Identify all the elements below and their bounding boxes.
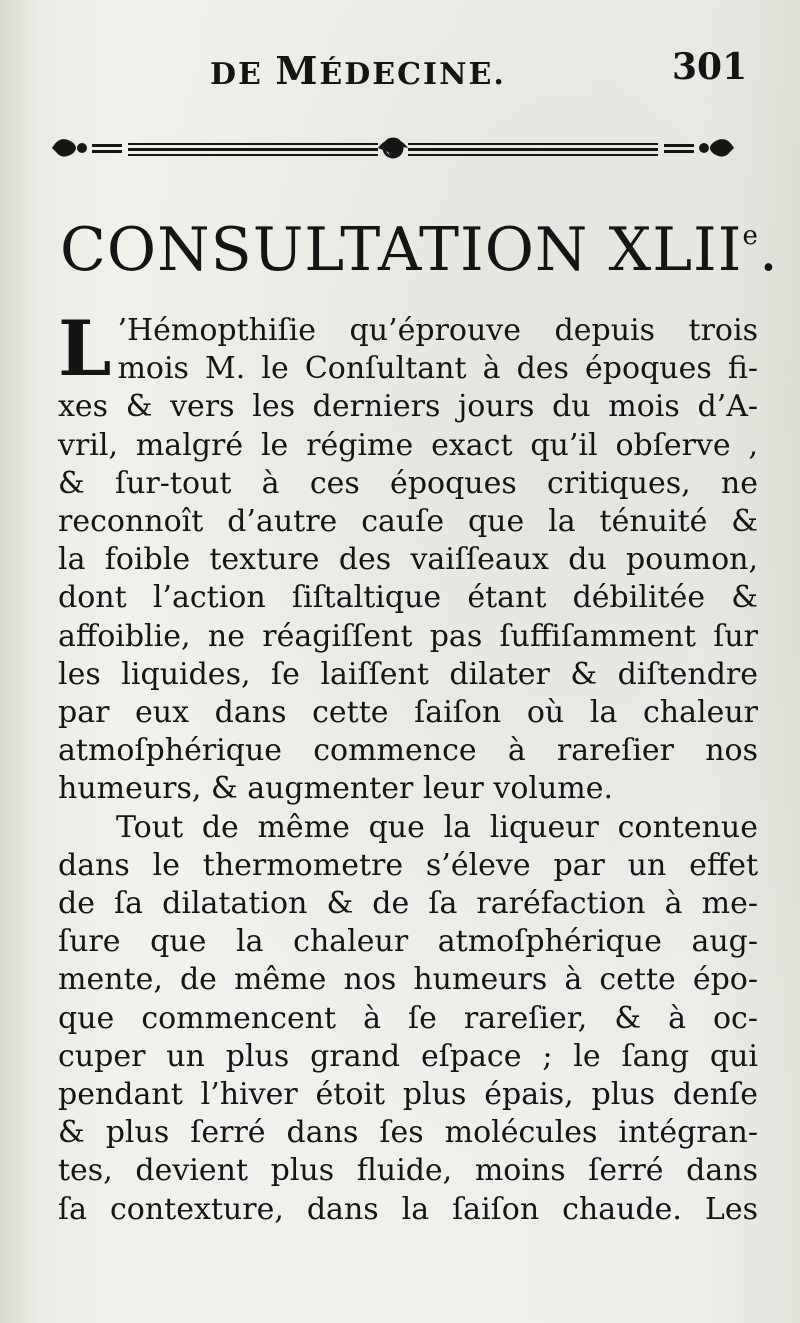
running-head-initial: M: [275, 48, 320, 93]
drop-cap: L: [58, 304, 112, 393]
running-head-rest: ÉDECINE.: [319, 57, 506, 92]
paragraph-1: [58, 304, 758, 809]
body-text: [58, 304, 758, 1229]
text-line: Tout de même que la liqueur contenue: [116, 809, 758, 845]
consultation-heading: [60, 196, 779, 290]
text-line: reconnoît d’autre cauſe que la ténuité &: [58, 504, 758, 540]
text-line: dont l’action ſiſtaltique étant débilitée &: [58, 580, 758, 616]
text-line: par eux dans cette ſaiſon où la chaleur: [58, 695, 758, 731]
text-line: dans le thermometre s’éleve par un effet: [58, 847, 758, 883]
paragraph-2: [58, 809, 758, 1229]
running-head-prefix: DE: [210, 57, 276, 92]
text-line: mois M. le Conſultant à des époques fi-: [117, 351, 758, 387]
text-line: mente, de même nos humeurs à cette épo-: [58, 962, 758, 998]
text-line: & ſur-tout à ces époques critiques, ne: [58, 465, 758, 501]
text-line: & plus ſerré dans ſes molécules intégran-: [58, 1115, 758, 1151]
heading-superscript: e: [742, 221, 759, 251]
text-line: les liquides, ſe laiſſent dilater & diſtendre: [58, 656, 758, 692]
text-line: pendant l’hiver étoit plus épais, plus denſe: [58, 1077, 758, 1113]
heading-trailing: .: [758, 215, 779, 285]
heading-text: CONSULTATION XLII: [60, 215, 743, 285]
text-line: xes & vers les derniers jours du mois d’A-: [58, 389, 758, 425]
text-line: ſure que la chaleur atmoſphérique aug-: [58, 924, 758, 960]
text-line: humeurs, & augmenter leur volume.: [58, 771, 614, 807]
text-line: cuper un plus grand eſpace ; le ſang qui: [58, 1038, 758, 1074]
text-line: atmoſphérique commence à rareſier nos: [58, 733, 758, 769]
text-line: ſa contexture, dans la ſaiſon chaude. Les: [58, 1191, 758, 1227]
text-line: de ſa dilatation & de ſa raréfaction à me-: [58, 886, 758, 922]
running-head-title: [210, 48, 506, 93]
text-line: vril, malgré le régime exact qu’il obſerve ,: [58, 427, 758, 463]
text-line: affoiblie, ne réagiſſent pas ſuffiſamment ſur: [58, 618, 758, 654]
running-head: [0, 44, 800, 94]
text-line: ’Hémopthiſie qu’éprouve depuis trois: [117, 313, 758, 348]
page-number: 301: [672, 46, 748, 88]
text-line: tes, devient plus fluide, moins ſerré dans: [58, 1153, 758, 1189]
text-line: que commencent à ſe rareſier, & à oc-: [58, 1000, 758, 1036]
text-line: la foible texture des vaiſſeaux du poumon,: [58, 542, 758, 578]
ornamental-rule: [48, 130, 738, 166]
